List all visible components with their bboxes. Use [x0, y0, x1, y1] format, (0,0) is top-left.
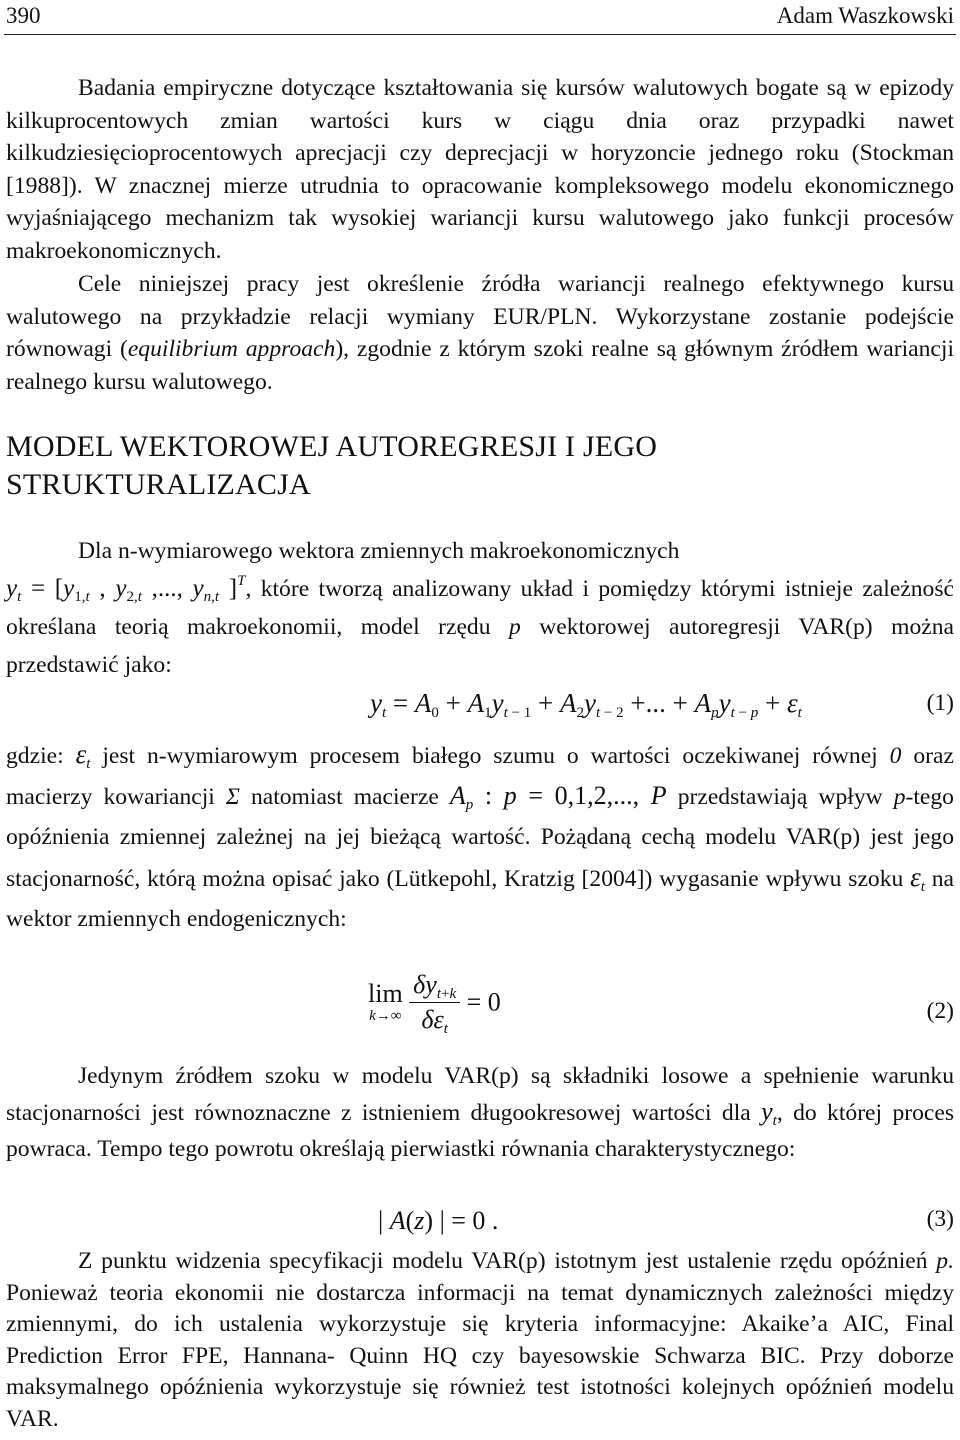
paragraph-var-definitions-text-3: natomiast macierze: [250, 784, 439, 810]
paragraph-lag-selection: [6, 1246, 954, 1435]
page-number: 390: [6, 3, 41, 28]
limit-operator: lim k→∞: [368, 979, 403, 1024]
y-t-symbol: $y_t$: [761, 1097, 777, 1129]
paragraph-var-definitions-text-4: przedstawiają wpływ: [677, 784, 883, 810]
paragraph-stationarity: [6, 1058, 954, 1167]
gdzie-label: gdzie:: [6, 743, 64, 769]
equation-3: [0, 1206, 960, 1244]
lag-order-p: p: [508, 614, 521, 640]
paragraph-var-intro-text-3: wektorowej autoregresji VAR(p) można przedstawić jako:: [6, 614, 954, 678]
derivative-fraction: $\frac{\delta y_{t+k}}{\delta\varepsilon_t}$: [409, 970, 460, 1035]
paragraph-var-intro-text: Dla n-wymiarowego wektora zmiennych makroekonomicznych: [78, 538, 680, 564]
equilibrium-approach-term: equilibrium approach: [127, 336, 336, 363]
paragraph-var-definitions-text: jest n-wymiarowym procesem białego szumu o wartości oczekiwanej równej: [102, 743, 878, 769]
equation-1-number: (1): [926, 690, 954, 716]
paragraph-var-definitions: [6, 734, 954, 939]
paragraph-var-definitions-text-6: na wektor zmiennych endogenicznych:: [6, 866, 954, 932]
paragraph-var-intro: [6, 532, 954, 684]
paragraph-intro-text: Badania empiryczne dotyczące kształtowania się kursów walutowych bogate są w epizody kilkuprocentowych zmian wartości kurs w ciągu dnia oraz przypadki nawet kilkudziesięcioprocentowych aprecjacji czy deprecjacji w horyzoncie jednego roku (Stockman [1988]). W znacznej mierze utrudnia to opracowanie kompleksowego modelu ekonomicznego wyjaśniającego mechanizm tak wysokiej wariancji kursu walutowego jako funkcji procesów makroekonomicznych.: [6, 75, 954, 264]
paragraph-var-intro-text-2: , które tworzą analizowany układ i pomiędzy którymi istnieje zależność określana teorią makroekonomii, model rzędu: [6, 576, 955, 640]
lag-p: p: [893, 784, 906, 810]
equation-3-formula: | A(z) | = 0 .: [378, 1206, 499, 1235]
epsilon-t-shock-symbol: $\varepsilon_t$: [910, 862, 925, 895]
expected-value-zero: 0: [889, 743, 902, 769]
paragraph-stationarity-text-2: , do której proces powraca. Tempo tego powrotu określają pierwiastki równania charakterystycznego:: [6, 1100, 955, 1162]
epsilon-t-symbol: $\varepsilon_t$: [75, 739, 91, 772]
paragraph-var-definitions-text-2: oraz macierzy kowariancji: [6, 743, 954, 810]
equation-3-number: (3): [926, 1206, 954, 1232]
equation-1-formula: $y_t = A_0 + A_1y_{t - 1} + A_2y_{t - 2}$ +... + $A_py_{t - p} + \varepsilon_t$: [370, 688, 802, 721]
lag-p-italic: p.: [936, 1248, 954, 1274]
paragraph-aims-text-end: ), zgodnie z którym szoki realne są głównym źródłem wariancji realnego kursu walutowego.: [6, 336, 955, 395]
paragraph-lag-selection-text: Z punktu widzenia specyfikacji modelu VAR(p) istotnym jest ustalenie rzędu opóźnień: [78, 1248, 928, 1274]
paragraph-var-definitions-text-5: -tego opóźnienia zmiennej zależnej na jej bieżącą wartość. Pożądaną cechą modelu VAR(p) jest jego stacjonarność, którą można opisać jako (Lütkepohl, Kratzig [2004]) wygasanie wpływu szoku: [6, 784, 954, 892]
equation-2-number: (2): [926, 998, 954, 1024]
section-heading: MODEL WEKTOROWEJ AUTOREGRESJI I JEGO STRUKTURALIZACJA: [6, 430, 658, 501]
paragraph-aims: [6, 268, 954, 398]
running-author: Adam Waszkowski: [776, 3, 954, 28]
equation-2-formula: lim k→∞ $\frac{\delta y_{t+k}}{\delta\varepsilon_t}$ = 0: [368, 970, 501, 1037]
vector-y-formula: $y_t = [y_{1,t}$ , $y_{2,t}$ ,..., $y_{n,t}$ ]$^T$: [6, 573, 246, 605]
sigma-symbol: Σ: [225, 784, 240, 810]
matrices-ap-formula: $A_p$ : p = 0,1,2,..., P: [449, 781, 667, 813]
equation-1: [0, 688, 960, 728]
paragraph-lag-selection-text-2: Ponieważ teoria ekonomii nie dostarcza informacji na temat dynamicznych zależności między zmiennymi, do ich ustalenia wykorzystuje się kryteria informacyjne: Akaike’a AIC, Final Prediction Error FPE, Hannana- Quinn HQ czy bayesowskie Schwarza BIC. Przy doborze maksymalnego opóźnienia wykorzystuje się również test istotności kolejnych opóźnień modelu VAR.: [6, 1279, 954, 1432]
paragraph-intro: [6, 72, 954, 268]
paragraph-stationarity-text: Jedynym źródłem szoku w modelu VAR(p) są składniki losowe a spełnienie warunku stacjonarności jest równoznaczne z istnieniem długookresowej wartości dla: [6, 1063, 954, 1126]
running-header: [4, 0, 956, 35]
equation-2: [0, 970, 960, 1052]
paragraph-aims-text: Cele niniejszej pracy jest określenie źródła wariancji realnego efektywnego kursu walutowego na przykładzie relacji wymiany EUR/PLN. Wykorzystane zostanie podejście równowagi (: [6, 271, 954, 363]
